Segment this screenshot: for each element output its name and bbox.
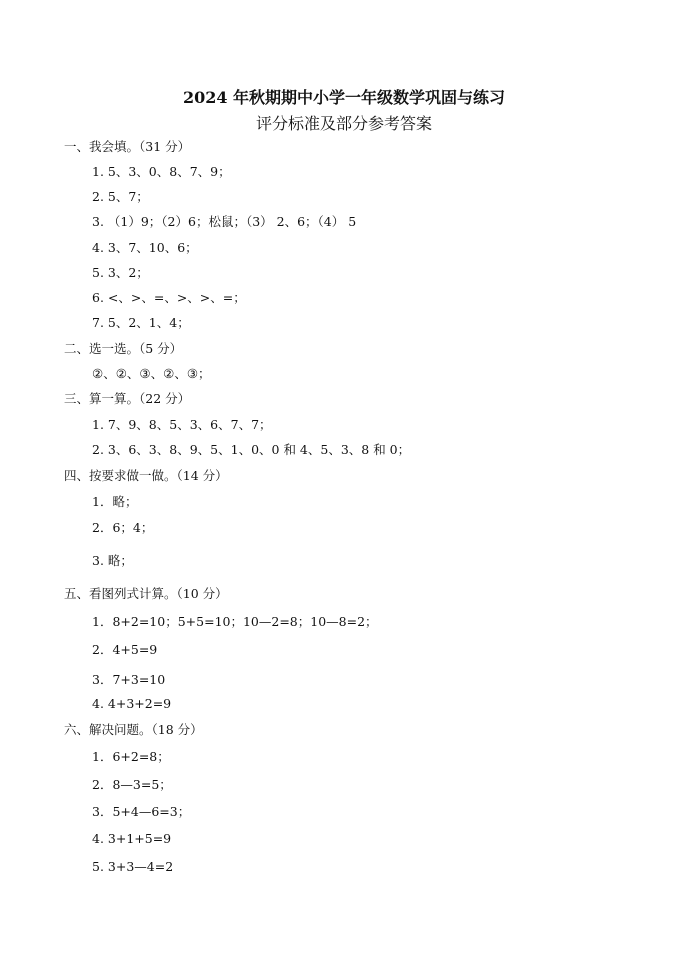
answer-item: 4. 3、7、10、6； (92, 240, 198, 255)
answer-item: 1. 7、9、8、5、3、6、7、7； (92, 417, 272, 432)
answer-item: ②、②、③、②、③； (92, 366, 211, 381)
section-heading-2: 二、选一选。（5 分） (64, 341, 183, 356)
answer-item: 4. 4+3+2=9 (92, 696, 172, 711)
answer-item: 5. 3、2； (92, 265, 149, 280)
document-subtitle: 评分标准及部分参考答案 (255, 114, 432, 133)
answer-item: 1．6+2=8； (92, 749, 170, 764)
answer-item: 2．8—3=5； (92, 777, 172, 792)
document-title: 2024 年秋期期中小学一年级数学巩固与练习 (182, 88, 506, 107)
answer-item: 1．8+2=10；5+5=10；10—2=8；10—8=2； (92, 614, 378, 629)
section-heading-6: 六、解决问题。（18 分） (64, 722, 203, 737)
answer-item: 3. 略； (92, 553, 133, 568)
answer-item: 3．5+4—6=3； (92, 804, 191, 819)
section-heading-3: 三、算一算。（22 分） (64, 391, 191, 406)
answer-item: 3. （1）9；（2）6；松鼠；（3） 2、6；（4） 5 (92, 214, 357, 229)
answer-item: 3．7+3=10 (92, 672, 166, 687)
section-heading-1: 一、我会填。（31 分） (64, 139, 191, 154)
answer-item: 6. <、>、=、>、>、=； (92, 290, 246, 305)
answer-item: 4. 3+1+5=9 (92, 831, 172, 846)
answer-item: 1．略； (92, 494, 138, 509)
answer-item: 5. 3+3—4=2 (92, 859, 174, 874)
answer-item: 7. 5、2、1、4； (92, 315, 190, 330)
answer-item: 2．4+5=9 (92, 642, 158, 657)
section-heading-5: 五、看图列式计算。（10 分） (64, 586, 228, 601)
answer-item: 2. 3、6、3、8、9、5、1、0、0 和 4、5、3、8 和 0； (92, 442, 411, 457)
answer-item: 2．6；4； (92, 520, 154, 535)
answer-item: 2. 5、7； (92, 189, 149, 204)
section-heading-4: 四、按要求做一做。（14 分） (64, 468, 228, 483)
answer-item: 1. 5、3、0、8、7、9； (92, 164, 231, 179)
